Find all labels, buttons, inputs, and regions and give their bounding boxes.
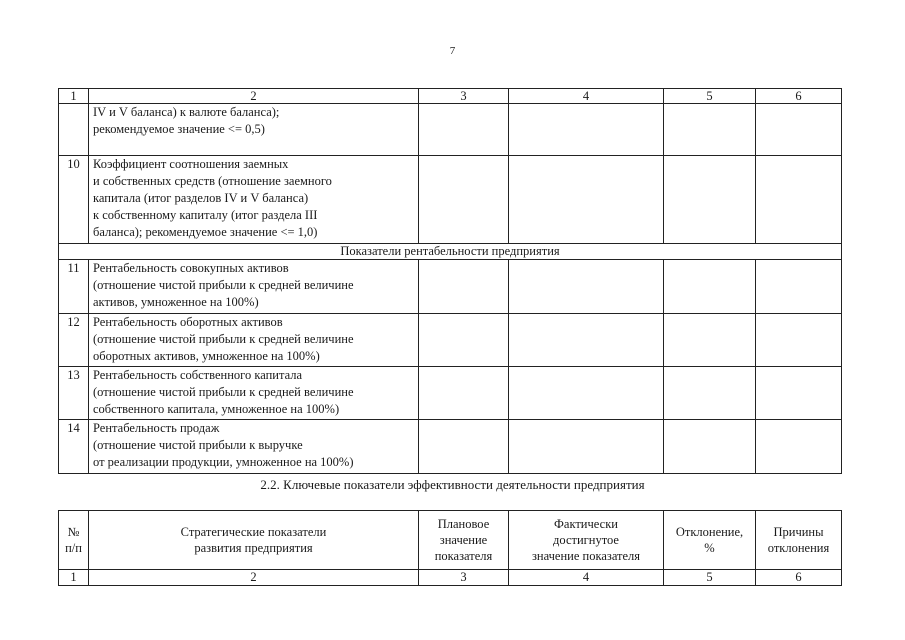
col-number-1: 1 [59, 570, 89, 586]
description-line: к собственному капиталу (итог раздела III [93, 208, 318, 222]
table-row [59, 314, 842, 367]
header-line: значение [439, 533, 488, 547]
empty-cell [756, 260, 842, 314]
description-line: (отношение чистой прибыли к выручке [93, 438, 303, 452]
header-line: значение показателя [531, 549, 641, 563]
header-number [59, 511, 89, 570]
col-number-4: 4 [509, 570, 664, 586]
empty-cell [419, 104, 509, 156]
description-line: Рентабельность собственного капитала [93, 368, 303, 382]
empty-cell [664, 104, 756, 156]
empty-cell [664, 314, 756, 367]
empty-cell [664, 156, 756, 244]
column-number-row [59, 570, 842, 586]
empty-cell [509, 260, 664, 314]
col-header-6: 6 [756, 89, 842, 104]
header-actual-value [509, 511, 664, 570]
header-line: Причины [773, 525, 824, 539]
header-line: Отклонение, [675, 525, 744, 539]
header-line: показателя [434, 549, 493, 563]
indicator-description [89, 104, 419, 156]
empty-cell [756, 367, 842, 420]
kpi-header-row [59, 511, 842, 570]
empty-cell [419, 314, 509, 367]
empty-cell [509, 104, 664, 156]
col-header-3: 3 [419, 89, 509, 104]
col-header-4: 4 [509, 89, 664, 104]
indicator-description [89, 260, 419, 314]
header-line: развития предприятия [194, 541, 313, 555]
indicator-description [89, 367, 419, 420]
description-line: Рентабельность оборотных активов [93, 315, 283, 329]
indicator-description [89, 314, 419, 367]
col-number-5: 5 [664, 570, 756, 586]
header-deviation-reasons [756, 511, 842, 570]
header-line: достигнутое [553, 533, 619, 547]
table-row [59, 260, 842, 314]
col-header-1: 1 [59, 89, 89, 104]
description-line: и собственных средств (отношение заемного [93, 174, 332, 188]
empty-cell [756, 156, 842, 244]
col-number-2: 2 [89, 570, 419, 586]
section-row [59, 244, 842, 260]
description-line: баланса); рекомендуемое значение <= 1,0) [93, 225, 318, 239]
empty-cell [419, 420, 509, 474]
empty-cell [664, 260, 756, 314]
description-line: (отношение чистой прибыли к средней величине [93, 332, 354, 346]
header-strategic-indicators [89, 511, 419, 570]
description-line: рекомендуемое значение <= 0,5) [93, 122, 265, 136]
empty-cell [509, 314, 664, 367]
section-label: Показатели рентабельности предприятия [59, 244, 842, 260]
header-planned-value [419, 511, 509, 570]
empty-cell [509, 367, 664, 420]
row-number: 13 [59, 367, 89, 420]
description-line: IV и V баланса) к валюте баланса); [93, 105, 280, 119]
table-row [59, 104, 842, 156]
indicator-description [89, 420, 419, 474]
header-line: № [67, 525, 80, 539]
col-number-6: 6 [756, 570, 842, 586]
header-line: Фактически [554, 517, 618, 531]
header-line: Стратегические показатели [180, 525, 327, 539]
empty-cell [419, 260, 509, 314]
page-number: 7 [449, 45, 456, 57]
indicators-table [58, 88, 842, 474]
description-line: (отношение чистой прибыли к средней величине [93, 278, 354, 292]
empty-cell [509, 156, 664, 244]
description-line: собственного капитала, умноженное на 100%) [93, 402, 340, 416]
description-line: капитала (итог разделов IV и V баланса) [93, 191, 309, 205]
table-row [59, 156, 842, 244]
header-deviation [664, 511, 756, 570]
table-row [59, 367, 842, 420]
empty-cell [756, 104, 842, 156]
kpi-table [58, 510, 842, 586]
col-header-2: 2 [89, 89, 419, 104]
description-line: Рентабельность совокупных активов [93, 261, 289, 275]
section-title: 2.2. Ключевые показатели эффективности деятельности предприятия [260, 477, 645, 492]
empty-cell [419, 156, 509, 244]
header-line: п/п [65, 541, 82, 555]
description-line: оборотных активов, умноженное на 100%) [93, 349, 320, 363]
header-line: отклонения [767, 541, 830, 555]
empty-cell [664, 420, 756, 474]
empty-cell [509, 420, 664, 474]
row-number [59, 104, 89, 156]
row-number: 10 [59, 156, 89, 244]
col-number-3: 3 [419, 570, 509, 586]
row-number: 14 [59, 420, 89, 474]
empty-cell [419, 367, 509, 420]
table-row [59, 420, 842, 474]
empty-cell [664, 367, 756, 420]
description-line: (отношение чистой прибыли к средней величине [93, 385, 354, 399]
description-line: активов, умноженное на 100%) [93, 295, 259, 309]
description-line: от реализации продукции, умноженное на 100%) [93, 455, 354, 469]
description-line: Рентабельность продаж [93, 421, 220, 435]
description-line: Коэффициент соотношения заемных [93, 157, 289, 171]
empty-cell [756, 420, 842, 474]
indicator-description [89, 156, 419, 244]
col-header-5: 5 [664, 89, 756, 104]
header-line: % [704, 541, 715, 555]
row-number: 12 [59, 314, 89, 367]
row-number: 11 [59, 260, 89, 314]
empty-cell [756, 314, 842, 367]
header-line: Плановое [437, 517, 490, 531]
column-number-row [59, 89, 842, 104]
